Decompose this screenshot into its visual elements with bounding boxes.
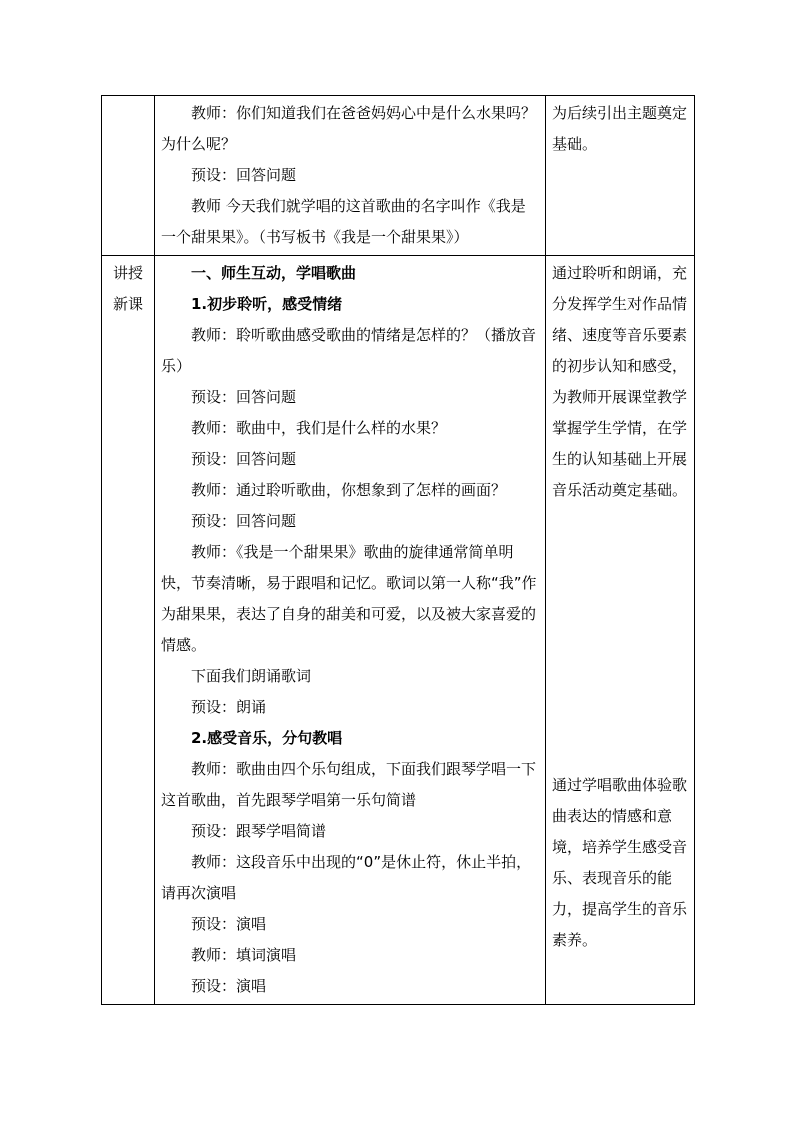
paragraph: 预设：朗诵: [191, 698, 267, 716]
paragraph: 预设：回答问题: [191, 166, 297, 184]
note-cell: [546, 96, 695, 256]
note-spacer: [552, 506, 688, 770]
table-row: [102, 256, 695, 1005]
section-cell: [102, 256, 155, 1005]
paragraph: 教师：填词演唱: [191, 946, 297, 964]
paragraph: 预设：演唱: [191, 977, 267, 995]
design-note: 通过聆听和朗诵，充分发挥学生对作品情绪、速度等音乐要素的初步认知和感受，为教师开展课堂教学掌握学生学情，在学生的认知基础上开展音乐活动奠定基础。: [552, 264, 688, 499]
paragraph: 教师：这段音乐中出现的“0”是休止符，休止半拍，请再次演唱: [161, 853, 532, 902]
paragraph: 教师：歌曲中，我们是什么样的水果？: [191, 419, 447, 437]
paragraph: 教师：聆听歌曲感受歌曲的情绪是怎样的？（播放音乐）: [161, 326, 537, 375]
paragraph: 预设：回答问题: [191, 512, 297, 530]
note-cell: [546, 256, 695, 1005]
paragraph: 教师：歌曲由四个乐句组成，下面我们跟琴学唱一下这首歌曲，首先跟琴学唱第一乐句简谱: [161, 760, 537, 809]
content-cell: [155, 96, 546, 256]
paragraph: 预设：回答问题: [191, 388, 297, 406]
design-note: 通过学唱歌曲体验歌曲表达的情感和意境，培养学生感受音乐、表现音乐的能力，提高学生的音乐素养。: [552, 776, 688, 949]
paragraph: 教师：通过聆听歌曲，你想象到了怎样的画面？: [191, 481, 507, 499]
paragraph: 教师：你们知道我们在爸爸妈妈心中是什么水果吗？为什么呢？: [161, 104, 537, 153]
design-note: 为后续引出主题奠定基础。: [552, 104, 688, 153]
content-cell: [155, 256, 546, 1005]
paragraph: 预设：演唱: [191, 915, 267, 933]
paragraph: 下面我们朗诵歌词: [191, 667, 312, 685]
sub-heading: 1.初步聆听，感受情绪: [191, 295, 343, 313]
section-label: [102, 96, 154, 98]
paragraph: 教师 今天我们就学唱的这首歌曲的名字叫作《我是一个甜果果》。（书写板书《我是一个甜果果》）: [161, 197, 526, 246]
section-label-line: 新课: [112, 295, 143, 313]
section-heading: 一、师生互动，学唱歌曲: [191, 264, 357, 282]
section-label: [102, 256, 154, 320]
lesson-plan-table: [101, 95, 695, 1005]
section-label-line: 讲授: [112, 264, 143, 282]
paragraph: 教师：《我是一个甜果果》歌曲的旋律通常简单明快，节奏清晰，易于跟唱和记忆。歌词以第一人称“我”作为甜果果，表达了自身的甜美和可爱，以及被大家喜爱的情感。: [161, 543, 537, 654]
sub-heading: 2.感受音乐，分句教唱: [191, 729, 343, 747]
paragraph: 预设：跟琴学唱简谱: [191, 822, 327, 840]
section-cell: [102, 96, 155, 256]
paragraph: 预设：回答问题: [191, 450, 297, 468]
table-row: [102, 96, 695, 256]
